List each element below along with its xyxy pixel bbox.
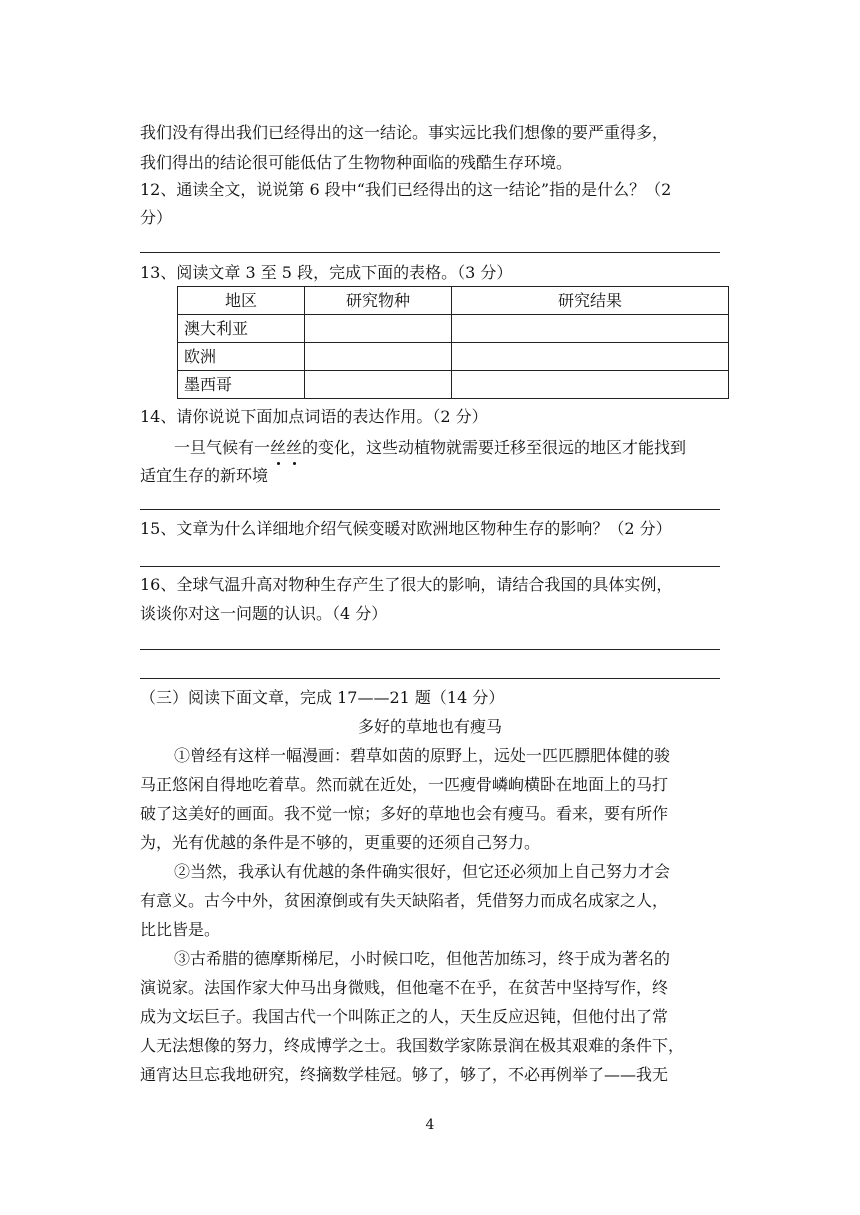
article-line: 为，光有优越的条件是不够的，更重要的还须自己努力。 bbox=[140, 833, 541, 852]
species-cell bbox=[305, 315, 452, 343]
article-line: 演说家。法国作家大仲马出身微贱，但他毫不在乎，在贫苦中坚持写作，终 bbox=[140, 978, 669, 997]
table-header: 地区 bbox=[178, 287, 305, 315]
result-cell bbox=[452, 371, 729, 399]
article-line: 有意义。古今中外，贫困潦倒或有失天缺陷者，凭借努力而成名成家之人， bbox=[140, 891, 669, 910]
result-cell bbox=[452, 315, 729, 343]
article-line: 通宵达旦忘我地研究，终摘数学桂冠。够了，够了，不必再例举了——我无 bbox=[140, 1065, 669, 1084]
article-line: 比比皆是。 bbox=[140, 920, 221, 939]
answer-line bbox=[140, 509, 720, 510]
question-12: 12、通读全文，说说第 6 段中“我们已经得出的这一结论”指的是什么？（2 bbox=[140, 180, 672, 199]
answer-line bbox=[140, 649, 720, 650]
article-line: ③古希腊的德摩斯梯尼，小时候口吃，但他苦加练习，终于成为著名的 bbox=[174, 949, 671, 968]
table-header: 研究物种 bbox=[305, 287, 452, 315]
table-row bbox=[178, 315, 729, 343]
article-title: 多好的草地也有瘦马 bbox=[357, 717, 502, 736]
section-three-heading: （三）阅读下面文章，完成 17——21 题（14 分） bbox=[140, 688, 505, 707]
table-row bbox=[178, 343, 729, 371]
article-line: 马正悠闲自得地吃着草。然而就在近处，一匹瘦骨嶙峋横卧在地面上的马打 bbox=[140, 775, 669, 794]
region-cell: 欧洲 bbox=[178, 343, 305, 371]
question-12-cont: 分） bbox=[140, 208, 173, 227]
article-line: ①曾经有这样一幅漫画：碧草如茵的原野上，远处一匹匹膘肥体健的骏 bbox=[174, 746, 671, 765]
paragraph-line: 我们得出的结论很可能低估了生物物种面临的残酷生存环境。 bbox=[140, 153, 573, 172]
species-cell bbox=[305, 371, 452, 399]
question-15: 15、文章为什么详细地介绍气候变暖对欧洲地区物种生存的影响？（2 分） bbox=[140, 519, 672, 538]
question-14: 14、请你说说下面加点词语的表达作用。（2 分） bbox=[140, 407, 488, 426]
article-line: 破了这美好的画面。我不觉一惊；多好的草地也会有瘦马。看来，要有所作 bbox=[140, 804, 669, 823]
result-cell bbox=[452, 343, 729, 371]
region-cell: 墨西哥 bbox=[178, 371, 305, 399]
question-16-cont: 谈谈你对这一问题的认识。（4 分） bbox=[140, 604, 388, 623]
species-cell bbox=[305, 343, 452, 371]
article-line: 人无法想像的努力，终成博学之士。我国数学家陈景润在极其艰难的条件下， bbox=[140, 1036, 685, 1055]
table-row bbox=[178, 371, 729, 399]
answer-line bbox=[140, 678, 720, 679]
article-line: ②当然，我承认有优越的条件确实很好，但它还必须加上自己努力才会 bbox=[174, 862, 671, 881]
answer-table bbox=[177, 286, 729, 399]
region-cell: 澳大利亚 bbox=[178, 315, 305, 343]
question-16: 16、全球气温升高对物种生存产生了很大的影响，请结合我国的具体实例， bbox=[140, 575, 673, 594]
table-header: 研究结果 bbox=[452, 287, 729, 315]
answer-line bbox=[140, 252, 720, 253]
table-header-row bbox=[178, 287, 729, 315]
paragraph-line: 我们没有得出我们已经得出的这一结论。事实远比我们想像的要严重得多， bbox=[140, 123, 669, 142]
question-14-sentence: 一旦气候有一丝丝的变化，这些动植物就需要迁移至很远的地区才能找到 bbox=[174, 438, 687, 457]
question-14-sentence-cont: 适宜生存的新环境 bbox=[140, 466, 269, 485]
answer-line bbox=[140, 566, 720, 567]
article-line: 成为文坛巨子。我国古代一个叫陈正之的人，天生反应迟钝，但他付出了常 bbox=[140, 1007, 669, 1026]
emphasis-word: 丝 bbox=[286, 438, 303, 457]
emphasis-word: 丝 bbox=[270, 438, 287, 457]
page-number: 4 bbox=[425, 1117, 435, 1133]
question-13: 13、阅读文章 3 至 5 段，完成下面的表格。（3 分） bbox=[140, 263, 513, 282]
